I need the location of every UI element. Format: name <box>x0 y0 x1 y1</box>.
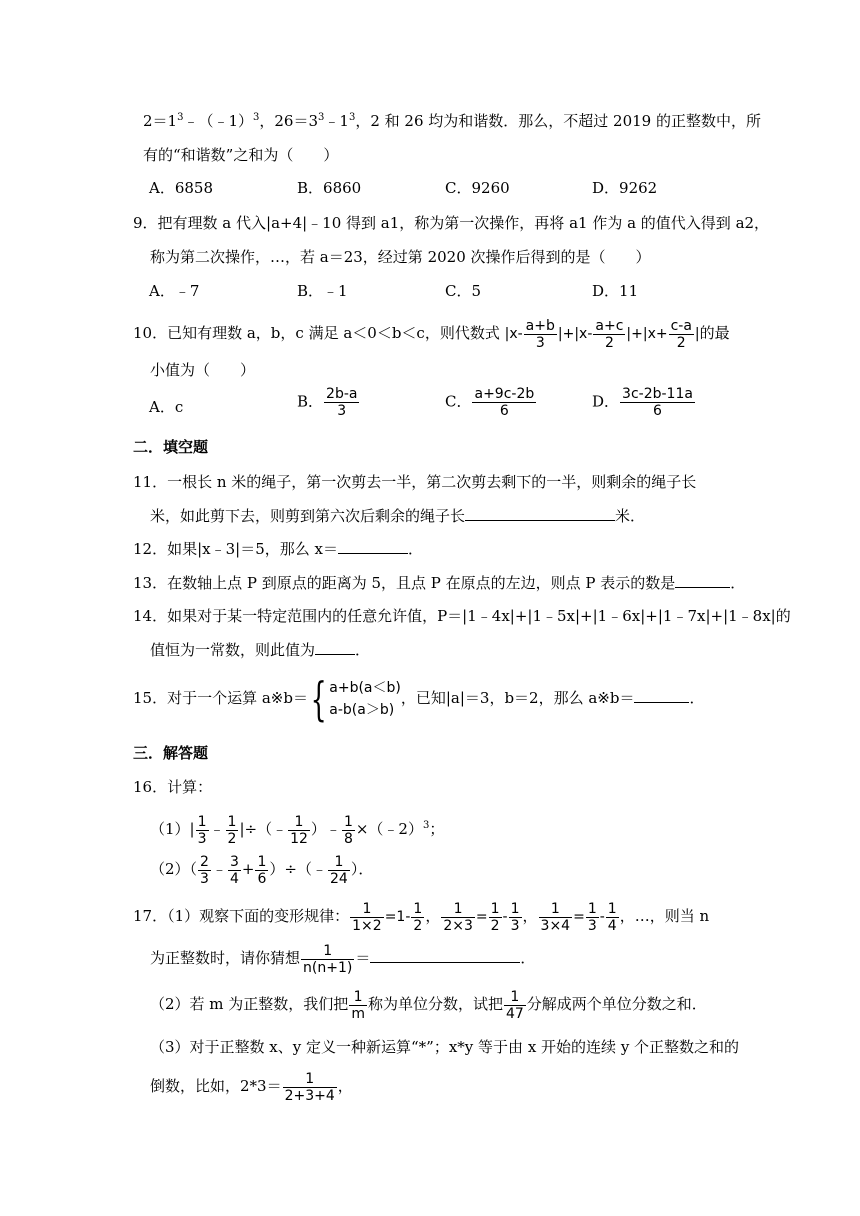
q17-part3-line2: 倒数，比如，2*3＝ $\frac{1}{2+3+4}$ ， <box>150 1070 353 1104</box>
q10-line1: 10．已知有理数 a，b，c 满足 a＜0＜b＜c，则代数式 |x- $\frac{a+b}{3}$ |+|x- $\frac{a+c}{2}$ |+|x+ $\frac{c-a}{2}$ |的最 <box>133 317 730 351</box>
q11-line1: 11．一根长 n 米的绳子，第一次剪去一半，第二次剪去剩下的一半，则剩余的绳子长 <box>133 473 697 491</box>
q11-answer-blank[interactable] <box>465 506 615 521</box>
q9-option-b: B．﹣1 <box>297 282 348 300</box>
q17-answer-blank[interactable] <box>370 948 520 963</box>
q17-line1: 17．（1）观察下面的变形规律： $\frac{1}{1\times 2}$ =1- $\frac{1}{2}$ ， $\frac{1}{2\times 3}$ = $\frac{1}{2}$ - $\frac{1}{3}$ ， $\frac{1}{3\times 4}$ = $\frac{1}{3}$ - $\frac{1}{4}$ ，…，则当 n <box>133 900 710 934</box>
q10-option-a: A．c <box>149 398 184 416</box>
q14-line2: 值恒为一常数，则此值为 ． <box>150 641 371 659</box>
q13-answer-blank[interactable] <box>675 573 730 588</box>
q8-option-b: B．6860 <box>297 179 362 197</box>
q8-line2: 有的“和谐数”之和为（ ） <box>143 146 339 164</box>
q9-option-d: D．11 <box>592 282 639 300</box>
q9-option-c: C．5 <box>445 282 482 300</box>
q9-line1: 9．把有理数 a 代入|a+4|﹣10 得到 a1，称为第一次操作，再将 a1 作为 a 的值代入得到 a2， <box>133 214 770 232</box>
q9-line2: 称为第二次操作，…，若 a＝23，经过第 2020 次操作后得到的是（ ） <box>150 248 651 266</box>
q17-part2: （2）若 m 为正整数，我们把 $\frac{1}{m}$ 称为单位分数，试把 $\frac{1}{47}$ 分解成两个单位分数之和． <box>150 988 707 1022</box>
q12-answer-blank[interactable] <box>338 539 408 554</box>
q10-option-b: B． $\frac{2b-a}{3}$ <box>297 386 358 419</box>
section-fill-in-heading: 二．填空题 <box>133 438 209 456</box>
q8-option-c: C．9260 <box>445 179 510 197</box>
q10-option-d: D． $\frac{3c-2b-11a}{6}$ <box>592 386 693 419</box>
q11-line2: 米，如此剪下去，则剪到第六次后剩余的绳子长 米． <box>150 507 646 525</box>
q10-abs-1: |x- $\frac{a+b}{3}$ |+|x- $\frac{a+c}{2}$ |+|x+ $\frac{c-a}{2}$ | <box>504 317 700 351</box>
q17-line2: 为正整数时，请你猜想 $\frac{1}{n(n+1)}$ ＝ ． <box>150 942 536 976</box>
q14-line1: 14．如果对于某一特定范围内的任意允许值，P＝|1﹣4x|+|1﹣5x|+|1﹣6x|+|1﹣7x|+|1﹣8x|的 <box>133 607 791 625</box>
q10-option-c: C． $\frac{a+9c-2b}{6}$ <box>445 386 535 419</box>
section-solve-heading: 三．解答题 <box>133 744 209 762</box>
q8-line1: $2=1^3﹣(﹣1)^3$，$26=3^3﹣1^3$，2 和 26 均为和谐数．那么，不超过 2019 的正整数中，所 <box>143 112 761 130</box>
q16-part1: （1）| $\frac{1}{3}$ ﹣ $\frac{1}{2}$ |÷（﹣ $\frac{1}{12}$ ）﹣ $\frac{1}{8}$ ×（﹣2）$^3$； <box>150 813 445 847</box>
q17-part3-line1: （3）对于正整数 x、y 定义一种新运算“*”；x*y 等于由 x 开始的连续 y 个正整数之和的 <box>150 1038 740 1056</box>
q9-option-a: A．﹣7 <box>149 282 200 300</box>
q10-line2: 小值为（ ） <box>150 361 256 379</box>
q16-part2: （2）（ $\frac{2}{3}$ ﹣ $\frac{3}{4}$ + $\frac{1}{6}$ ）÷（﹣ $\frac{1}{24}$ ）． <box>150 853 374 887</box>
q16-title: 16．计算： <box>133 778 213 796</box>
q13-line: 13．在数轴上点 P 到原点的距离为 5，且点 P 在原点的左边，则点 P 表示的数是 ． <box>133 574 746 592</box>
q8-option-a: A．6858 <box>149 179 214 197</box>
q15-answer-blank[interactable] <box>634 688 689 703</box>
q15-line: 15．对于一个运算 a※b＝{ a+b(a＜b) a-b(a＞b) ，已知|a|＝3，b＝2，那么 a※b＝ ． <box>133 672 705 726</box>
q15-cases: a+b(a＜b) a-b(a＞b) <box>329 680 401 718</box>
q8-option-d: D．9262 <box>592 179 658 197</box>
q14-answer-blank[interactable] <box>315 640 355 655</box>
q12-line: 12．如果|x﹣3|＝5，那么 x＝ ． <box>133 540 423 558</box>
